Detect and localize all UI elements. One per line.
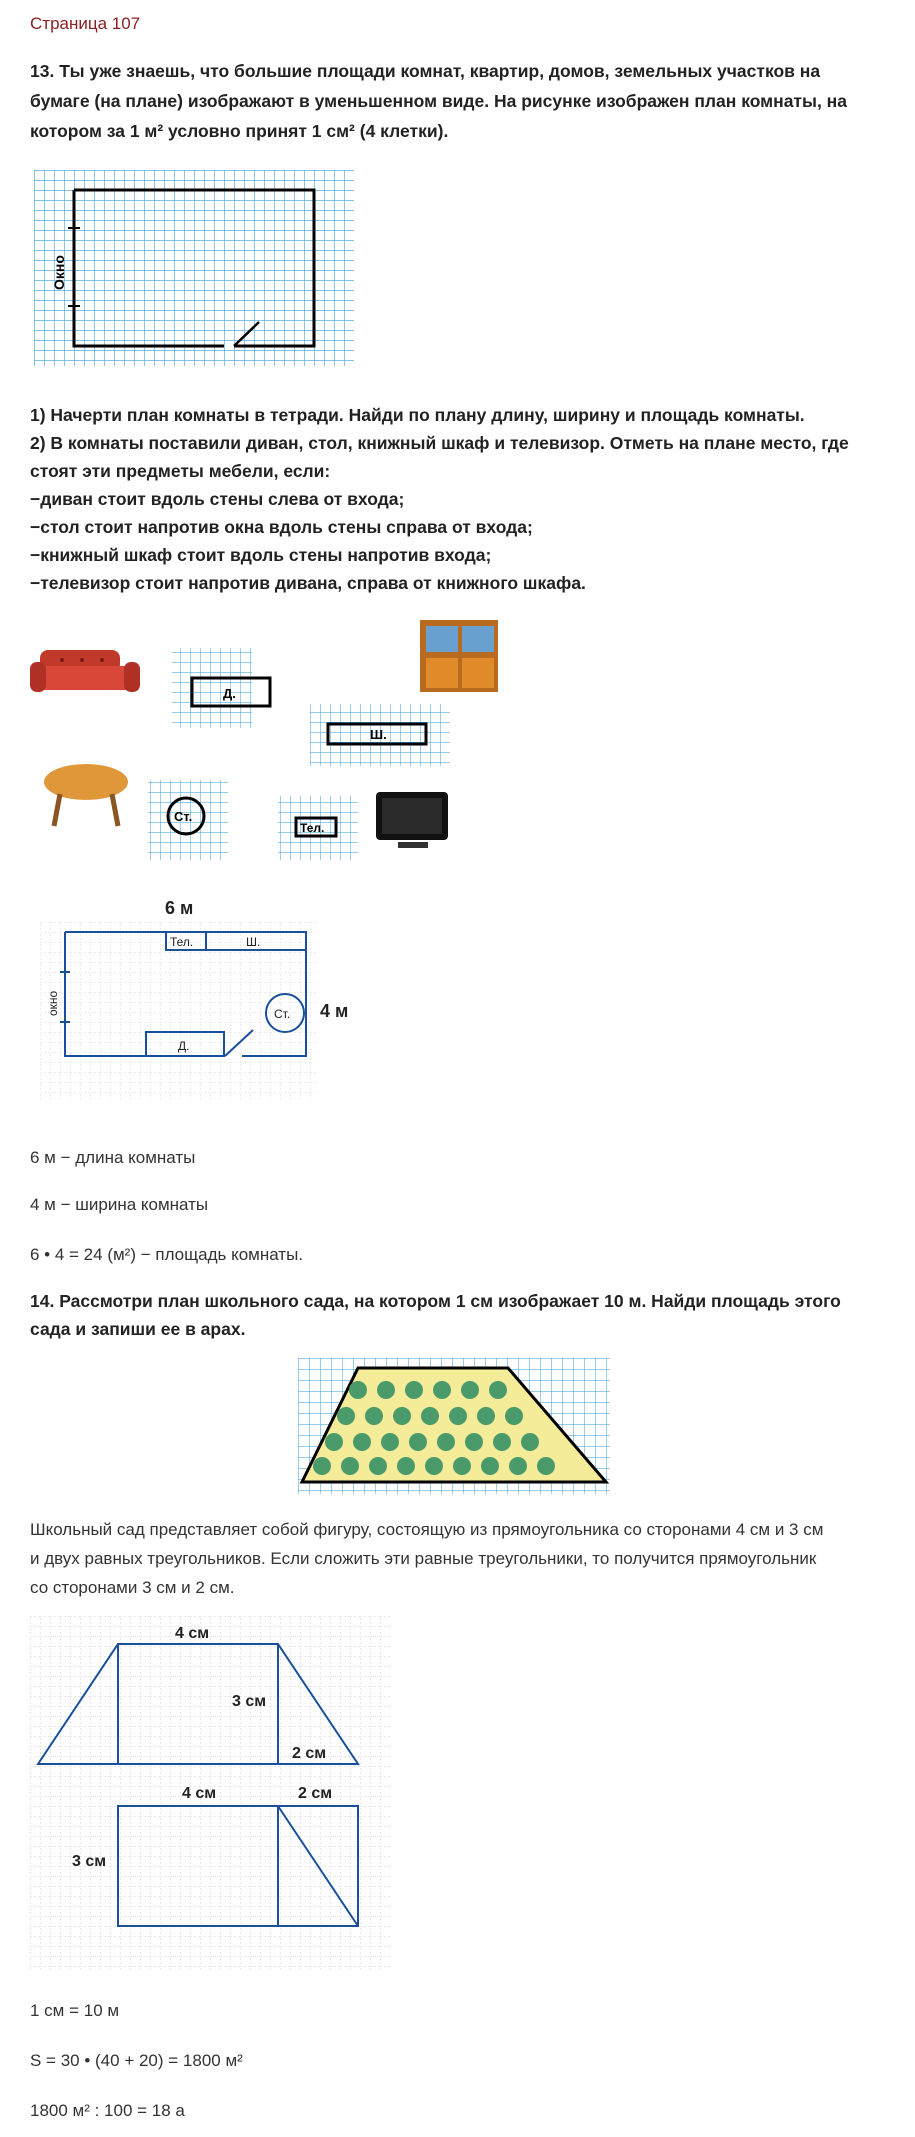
solution-scale: 1 см = 10 м: [30, 2001, 120, 2020]
plan-window-label: окно: [46, 990, 60, 1016]
label-bottom-3cm: 3 см: [72, 1853, 107, 1870]
furniture-illustration: [30, 612, 520, 872]
garden-plan: [298, 1358, 612, 1496]
question-1: 1) Начерти план комнаты в тетради. Найди по плану длину, ширину и площадь комнаты.: [30, 405, 805, 425]
plan-sofa-label: Д.: [178, 1039, 190, 1053]
answer-area: 6 • 4 = 24 (м²) − площадь комнаты.: [30, 1245, 304, 1264]
tv-grid-label: Тел.: [300, 821, 325, 835]
task14-line-2: сада и запиши ее в арах.: [30, 1319, 246, 1339]
task13-line-1: 13. Ты уже знаешь, что большие площади комнат, квартир, домов, земельных участков на: [30, 61, 821, 81]
explanation-line-3: со сторонами 3 см и 2 см.: [30, 1578, 235, 1597]
label-right-2cm: 2 см: [292, 1745, 327, 1762]
condition-sofa: −диван стоит вдоль стены слева от входа;: [30, 489, 405, 509]
tv-icon: [376, 792, 448, 848]
solution-area: S = 30 • (40 + 20) = 1800 м²: [30, 2051, 243, 2070]
sofa-icon: [30, 650, 140, 692]
bookshelf-icon: [420, 620, 498, 692]
window-label: Окно: [51, 255, 67, 290]
plan-length-label: 6 м: [165, 898, 194, 918]
sofa-grid-label: Д.: [223, 686, 236, 701]
task13-line-3: котором за 1 м² условно принят 1 см² (4 клетки).: [30, 121, 449, 141]
question-2: 2) В комнаты поставили диван, стол, книжный шкаф и телевизор. Отметь на плане место, где: [30, 433, 849, 453]
plan-width-label: 4 м: [320, 1001, 349, 1021]
label-bottom-2cm: 2 см: [298, 1785, 333, 1802]
condition-tv: −телевизор стоит напротив дивана, справа от книжного шкафа.: [30, 573, 586, 593]
condition-shelf: −книжный шкаф стоит вдоль стены напротив входа;: [30, 545, 492, 565]
plan-shelf-label: Ш.: [246, 935, 261, 949]
page-title: Страница 107: [30, 14, 141, 33]
label-bottom-4cm: 4 см: [182, 1785, 217, 1802]
answer-width: 4 м − ширина комнаты: [30, 1195, 209, 1214]
table-icon: [44, 764, 128, 826]
plan-table-label: Ст.: [274, 1007, 291, 1021]
table-grid-label: Ст.: [174, 809, 193, 824]
explanation-line-1: Школьный сад представляет собой фигуру, состоящую из прямоугольника со сторонами 4 см и 3 см: [30, 1520, 824, 1539]
solution-ares: 1800 м² : 100 = 18 а: [30, 2101, 185, 2120]
condition-table: −стол стоит напротив окна вдоль стены справа от входа;: [30, 517, 533, 537]
task13-line-2: бумаге (на плане) изображают в уменьшенном виде. На рисунке изображен план комнаты, на: [30, 91, 847, 111]
garden-decomposition: [30, 1616, 392, 1972]
answer-room-plan: [40, 922, 320, 1102]
room-plan-grid: [34, 170, 356, 368]
explanation-line-2: и двух равных треугольников. Если сложить эти равные треугольники, то получится прямоугольник: [30, 1549, 817, 1568]
task14-line-1: 14. Рассмотри план школьного сада, на котором 1 см изображает 10 м. Найди площадь этого: [30, 1291, 841, 1311]
label-height-3cm: 3 см: [232, 1693, 267, 1710]
plan-tv-label: Тел.: [170, 935, 194, 949]
answer-length: 6 м − длина комнаты: [30, 1148, 196, 1167]
shelf-grid-label: Ш.: [370, 727, 387, 742]
label-top-4cm: 4 см: [175, 1625, 210, 1642]
question-2-cont: стоят эти предметы мебели, если:: [30, 461, 331, 481]
